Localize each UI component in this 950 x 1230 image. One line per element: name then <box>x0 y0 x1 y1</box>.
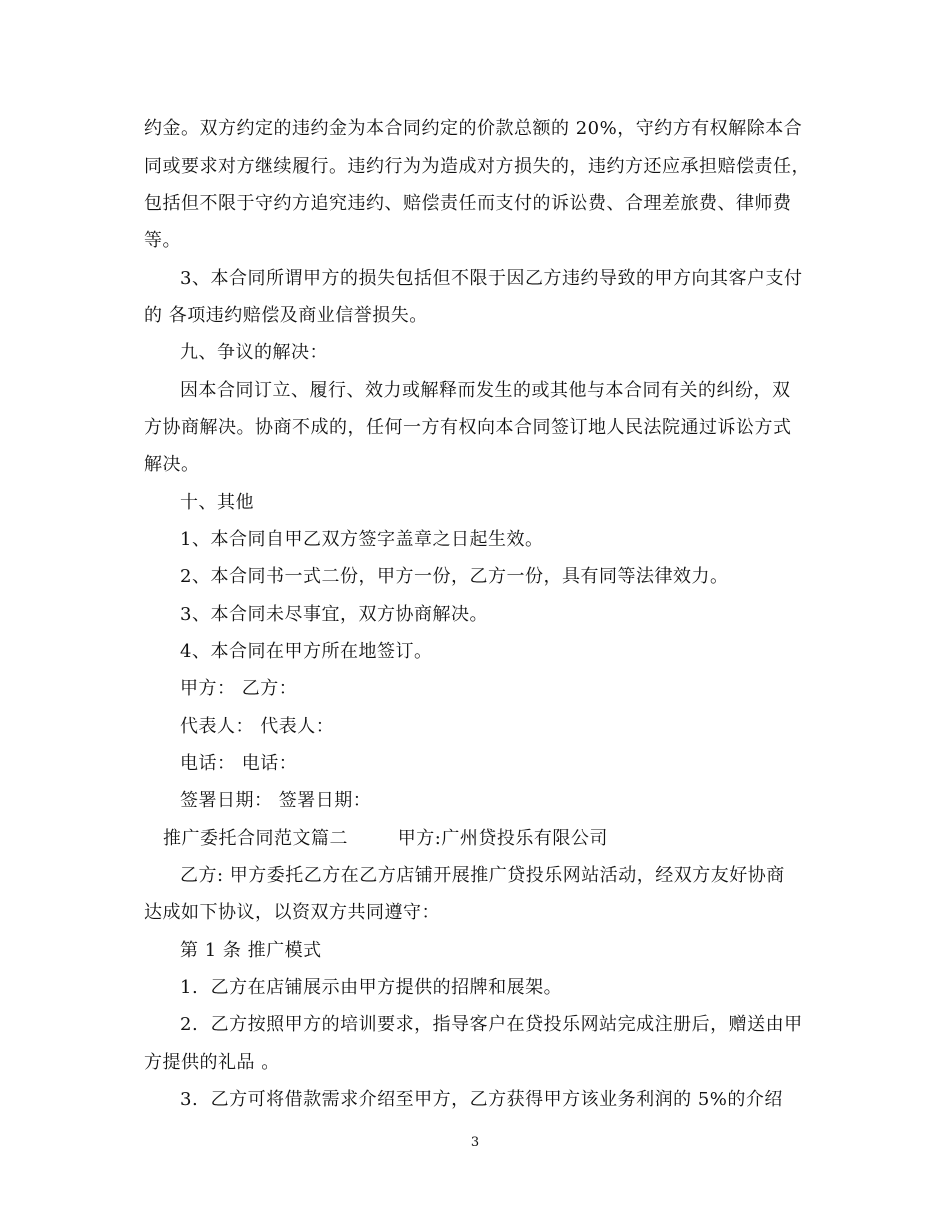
signature-line: 电话： 电话： <box>180 753 298 774</box>
signature-line: 甲方： 乙方： <box>180 678 298 699</box>
paragraph-line: 方提供的礼品 。 <box>144 1052 280 1073</box>
document-title-line: 推广委托合同范文篇二 甲方:广州贷投乐有限公司 <box>163 828 608 849</box>
signature-line: 代表人： 代表人： <box>180 716 335 737</box>
section-heading: 十、其他 <box>180 492 254 513</box>
paragraph-line: 4、本合同在甲方所在地签订。 <box>180 641 433 662</box>
paragraph-line: 3. 乙方可将借款需求介绍至甲方，乙方获得甲方该业务利润的 5%的介绍 <box>180 1089 783 1110</box>
paragraph-line: 包括但不限于守约方追究违约、赔偿责任而支付的诉讼费、合理差旅费、律师费 <box>144 193 792 214</box>
paragraph-line: 同或要求对方继续履行。违约行为为造成对方损失的，违约方还应承担赔偿责任， <box>144 156 810 177</box>
page-number: 3 <box>470 1135 480 1150</box>
paragraph-line: 因本合同订立、履行、效力或解释而发生的或其他与本合同有关的纠纷，双 <box>180 380 791 401</box>
signature-line: 签署日期： 签署日期： <box>180 790 372 811</box>
paragraph-line: 3、本合同未尽事宜，双方协商解决。 <box>180 604 488 625</box>
paragraph-line: 达成如下协议，以资双方共同遵守： <box>144 902 440 923</box>
paragraph-line: 2. 乙方按照甲方的培训要求，指导客户在贷投乐网站完成注册后，赠送由甲 <box>180 1014 803 1035</box>
section-heading: 第 1 条 推广模式 <box>180 940 322 961</box>
paragraph-line: 1. 乙方在店铺展示由甲方提供的招牌和展架。 <box>180 977 563 998</box>
paragraph-line: 方协商解决。协商不成的，任何一方有权向本合同签订地人民法院通过诉讼方式 <box>144 417 792 438</box>
paragraph-line: 乙方: 甲方委托乙方在乙方店铺开展推广贷投乐网站活动，经双方友好协商 <box>180 865 785 886</box>
paragraph-line: 2、本合同书一式二份，甲方一份，乙方一份，具有同等法律效力。 <box>180 566 729 587</box>
paragraph-line: 1、本合同自甲乙双方签字盖章之日起生效。 <box>180 529 544 550</box>
paragraph-line: 约金。双方约定的违约金为本合同约定的价款总额的 20%，守约方有权解除本合 <box>144 118 803 139</box>
paragraph-line: 解决。 <box>144 454 200 475</box>
paragraph-line: 3、本合同所谓甲方的损失包括但不限于因乙方违约导致的甲方向其客户支付 <box>180 268 803 289</box>
paragraph-line: 等。 <box>144 230 181 251</box>
paragraph-line: 的 各项违约赔偿及商业信誉损失。 <box>144 305 428 326</box>
section-heading: 九、争议的解决： <box>180 342 328 363</box>
